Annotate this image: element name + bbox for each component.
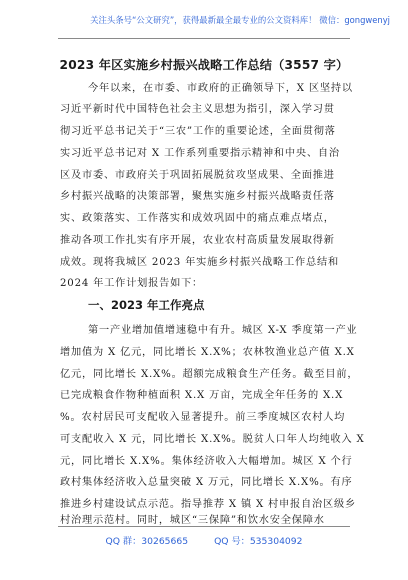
intro-line: 习近平新时代中国特色社会主义思想为指引，深入学习贯 [60,104,335,115]
body-line: 推进乡村建设试点示范。指导推荐 X 镇 X 村申报自治区级乡 [60,499,356,510]
qq-number: QQ 号：535304092 [214,536,303,547]
body-line: 政村集体经济收入总量突破 X 万元，同比增长 X.X%。有序 [60,477,353,488]
header-note: 关注头条号“公文研究”，获得最新最全最专业的公文资料库！ 微信：gongwenyj [90,15,390,25]
intro-line: 推动各项工作扎实有序开展，农业农村高质量发展取得新 [60,235,335,246]
intro-line: 彻习近平总书记关于“三农”工作的重要论述，全面贯彻落 [60,126,336,137]
body-line: 第一产业增加值增速稳中有升。城区 X-X 季度第一产业 [88,325,358,336]
intro-line: 实习近平总书记对 X 工作系列重要指示精神和中央、自治 [60,148,340,159]
body-line: 增加值为 X 亿元，同比增长 X.X%；农林牧渔业总产值 X.X [60,347,355,358]
body-line: 村治理示范村。同时，城区“三保障”和饮水安全保障水 [60,515,325,525]
intro-line: 区及市委、市政府关于巩固拓展脱贫攻坚成果、全面推进 [60,170,335,181]
intro-line: 乡村振兴战略的决策部署，聚焦实施乡村振兴战略责任落 [60,191,335,202]
section-heading: 一、2023 年工作亮点 [88,298,205,312]
intro-line: 2024 年工作计划报告如下： [60,278,204,289]
body-line: 已完成粮食作物种植面积 X.X 万亩，完成全年任务的 X.X [60,390,344,401]
document-title: 2023 年区实施乡村振兴战略工作总结（3557 字） [59,58,349,72]
intro-line: 实、政策落实、工作落实和成效巩固中的痛点难点堵点， [60,213,335,224]
body-line: 可支配收入 X 元，同比增长 X.X%。脱贫人口年人均纯收入 X [60,434,365,445]
footer-contact [0,533,408,547]
body-line: %。农村居民可支配收入显著提升。前三季度城区农村人均 [60,412,346,423]
body-line: 元，同比增长 X.X%。集体经济收入大幅增加。城区 X 个行 [60,456,353,467]
footer-divider [58,526,350,527]
intro-line: 今年以来，在市委、市政府的正确领导下，X 区坚持以 [88,83,353,94]
body-line: 亿元，同比增长 X.X%。超额完成粮食生产任务。截至目前， [60,369,359,380]
qq-group: QQ 群：30265665 [105,536,189,547]
intro-line: 成效。现将我城区 2023 年实施乡村振兴战略工作总结和 [60,257,339,268]
header-divider [58,38,350,39]
